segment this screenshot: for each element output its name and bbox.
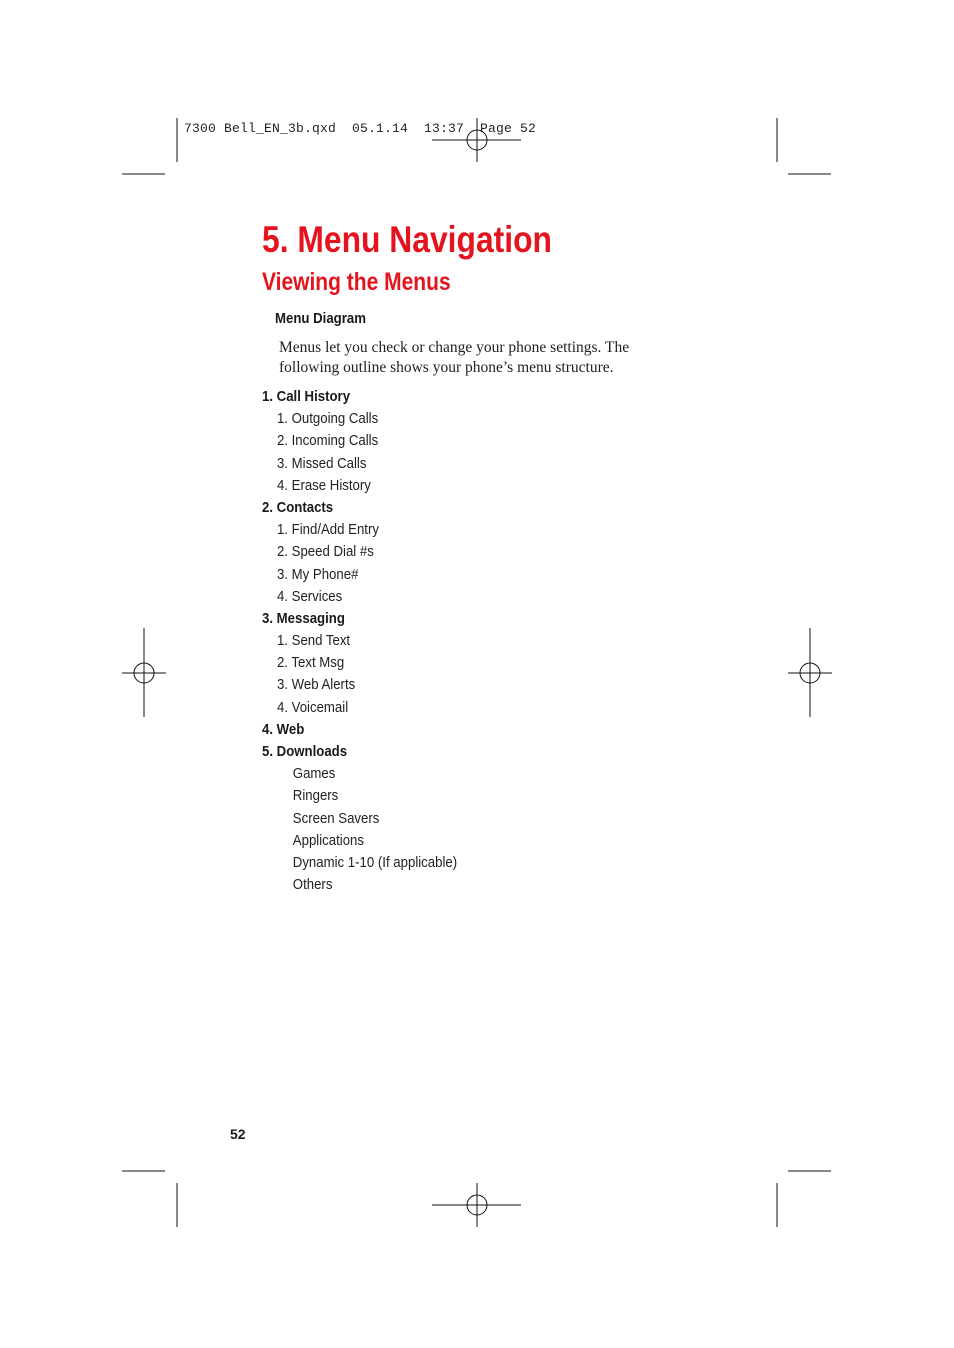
menu-sub-list xyxy=(262,408,484,497)
menu-sub-item: 2. Speed Dial #s xyxy=(276,543,374,561)
menu-group xyxy=(262,741,484,896)
menu-group xyxy=(262,719,484,741)
menu-sub-item: Applications xyxy=(292,831,364,849)
menu-sub-item: 2. Incoming Calls xyxy=(276,432,379,450)
registration-mark-right xyxy=(788,628,832,717)
menu-sub-item: 4. Voicemail xyxy=(276,698,349,716)
menu-group-title: 5. Downloads xyxy=(262,743,348,760)
menu-group-title: 3. Messaging xyxy=(262,609,345,627)
menu-outline xyxy=(262,386,484,896)
menu-sub-list xyxy=(262,630,484,719)
menu-sub-item: 1. Send Text xyxy=(276,632,351,650)
menu-sub-item: 3. Missed Calls xyxy=(276,454,367,472)
registration-mark-top xyxy=(432,118,521,162)
menu-sub-item: 3. Web Alerts xyxy=(276,676,356,694)
menu-sub-item: 1. Find/Add Entry xyxy=(276,521,379,539)
menu-group-title: 4. Web xyxy=(262,720,305,738)
menu-sub-item: 4. Erase History xyxy=(276,476,371,494)
menu-sub-item: 1. Outgoing Calls xyxy=(276,410,379,428)
subsection-title: Menu Diagram xyxy=(275,310,366,327)
menu-sub-item: Screen Savers xyxy=(292,809,380,827)
menu-group-title: 1. Call History xyxy=(262,388,351,405)
menu-group-title: 2. Contacts xyxy=(262,498,334,516)
print-slug: 7300 Bell_EN_3b.qxd 05.1.14 13:37 Page 52 xyxy=(184,121,537,136)
menu-sub-item: 2. Text Msg xyxy=(276,654,345,672)
menu-sub-item: 4. Services xyxy=(276,587,343,605)
menu-sub-item: Others xyxy=(292,876,333,894)
menu-group xyxy=(262,497,484,608)
menu-sub-list xyxy=(262,763,484,896)
menu-sub-item: Ringers xyxy=(292,787,339,805)
menu-sub-item: Games xyxy=(292,765,336,783)
chapter-title: 5. Menu Navigation xyxy=(262,219,552,260)
menu-group xyxy=(262,386,484,497)
menu-sub-item: 3. My Phone# xyxy=(276,565,359,583)
intro-paragraph: Menus let you check or change your phone settings. The following outline shows your phone’s menu structure. xyxy=(279,339,630,376)
page-number: 52 xyxy=(230,1126,246,1142)
menu-sub-list xyxy=(262,519,484,608)
menu-sub-item: Dynamic 1-10 (If applicable) xyxy=(292,853,458,871)
registration-mark-bottom xyxy=(432,1183,521,1227)
registration-mark-left xyxy=(122,628,166,717)
section-title: Viewing the Menus xyxy=(262,268,451,296)
menu-group xyxy=(262,608,484,719)
